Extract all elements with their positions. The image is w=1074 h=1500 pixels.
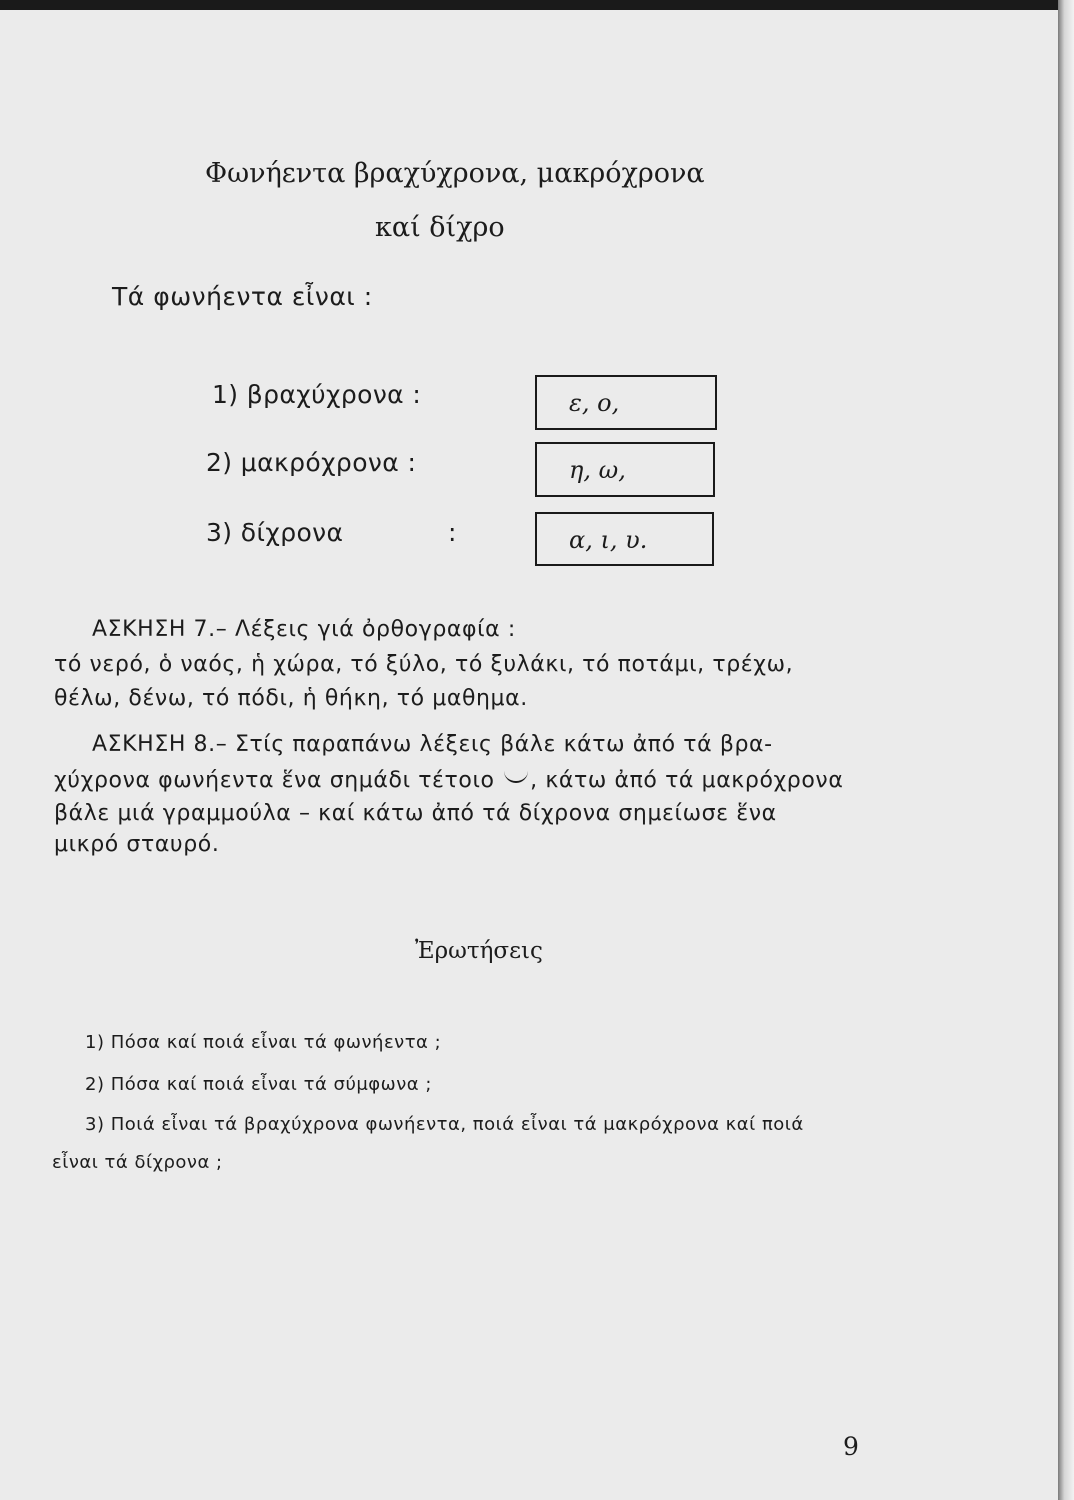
exercise8-line: μικρό σταυρό.: [54, 832, 220, 857]
vowel-box-dual: α, ι, υ.: [535, 512, 714, 566]
row-colon-dual: :: [448, 518, 457, 547]
scan-top-border: [0, 0, 1074, 10]
page-number: 9: [843, 1432, 859, 1461]
question-item-continuation: εἶναι τά δίχρονα ;: [52, 1152, 223, 1173]
breve-mark-icon: [504, 771, 528, 783]
exercise8-line: [54, 768, 843, 793]
page-title-line1: Φωνήεντα βραχύχρονα, μακρόχρονα: [205, 158, 705, 189]
row-label-dual: 3) δίχρονα: [206, 518, 344, 547]
row-label-long: 2) μακρόχρονα :: [206, 448, 417, 477]
exercise7-line: θέλω, δένω, τό πόδι, ἡ θήκη, τό μαθημα.: [54, 686, 528, 711]
questions-heading: Ἐρωτήσεις: [415, 938, 543, 964]
question-item: 1) Πόσα καί ποιά εἶναι τά φωνήεντα ;: [85, 1032, 442, 1053]
question-item: 2) Πόσα καί ποιά εἶναι τά σύμφωνα ;: [85, 1074, 432, 1095]
vowel-box-long: η, ω,: [535, 442, 715, 497]
exercise8-heading: ΑΣΚΗΣΗ 8.– Στίς παραπάνω λέξεις βάλε κάτω ἀπό τά βρα-: [92, 732, 773, 757]
row-label-short: 1) βραχύχρονα :: [212, 380, 422, 409]
intro-text: Τά φωνήεντα εἶναι :: [112, 282, 373, 311]
page-edge-shadow: [1058, 0, 1074, 1500]
vowel-box-short: ε, ο,: [535, 375, 717, 430]
exercise7-heading: ΑΣΚΗΣΗ 7.– Λέξεις γιά ὀρθογραφία :: [92, 617, 516, 642]
question-item: 3) Ποιά εἶναι τά βραχύχρονα φωνήεντα, ποιά εἶναι τά μακρόχρονα καί ποιά: [85, 1114, 804, 1135]
page-title-line2: καί δίχρο: [375, 212, 505, 243]
exercise7-line: τό νερό, ὁ ναός, ἡ χώρα, τό ξύλο, τό ξυλάκι, τό ποτάμι, τρέχω,: [54, 652, 794, 677]
book-page: [0, 10, 1058, 1500]
exercise8-text: , κάτω ἀπό τά μακρόχρονα: [530, 768, 844, 793]
exercise8-line: βάλε μιά γραμμούλα – καί κάτω ἀπό τά δίχρονα σημείωσε ἕνα: [54, 801, 777, 826]
exercise8-text: χύχρονα φωνήεντα ἕνα σημάδι τέτοιο: [54, 768, 495, 793]
